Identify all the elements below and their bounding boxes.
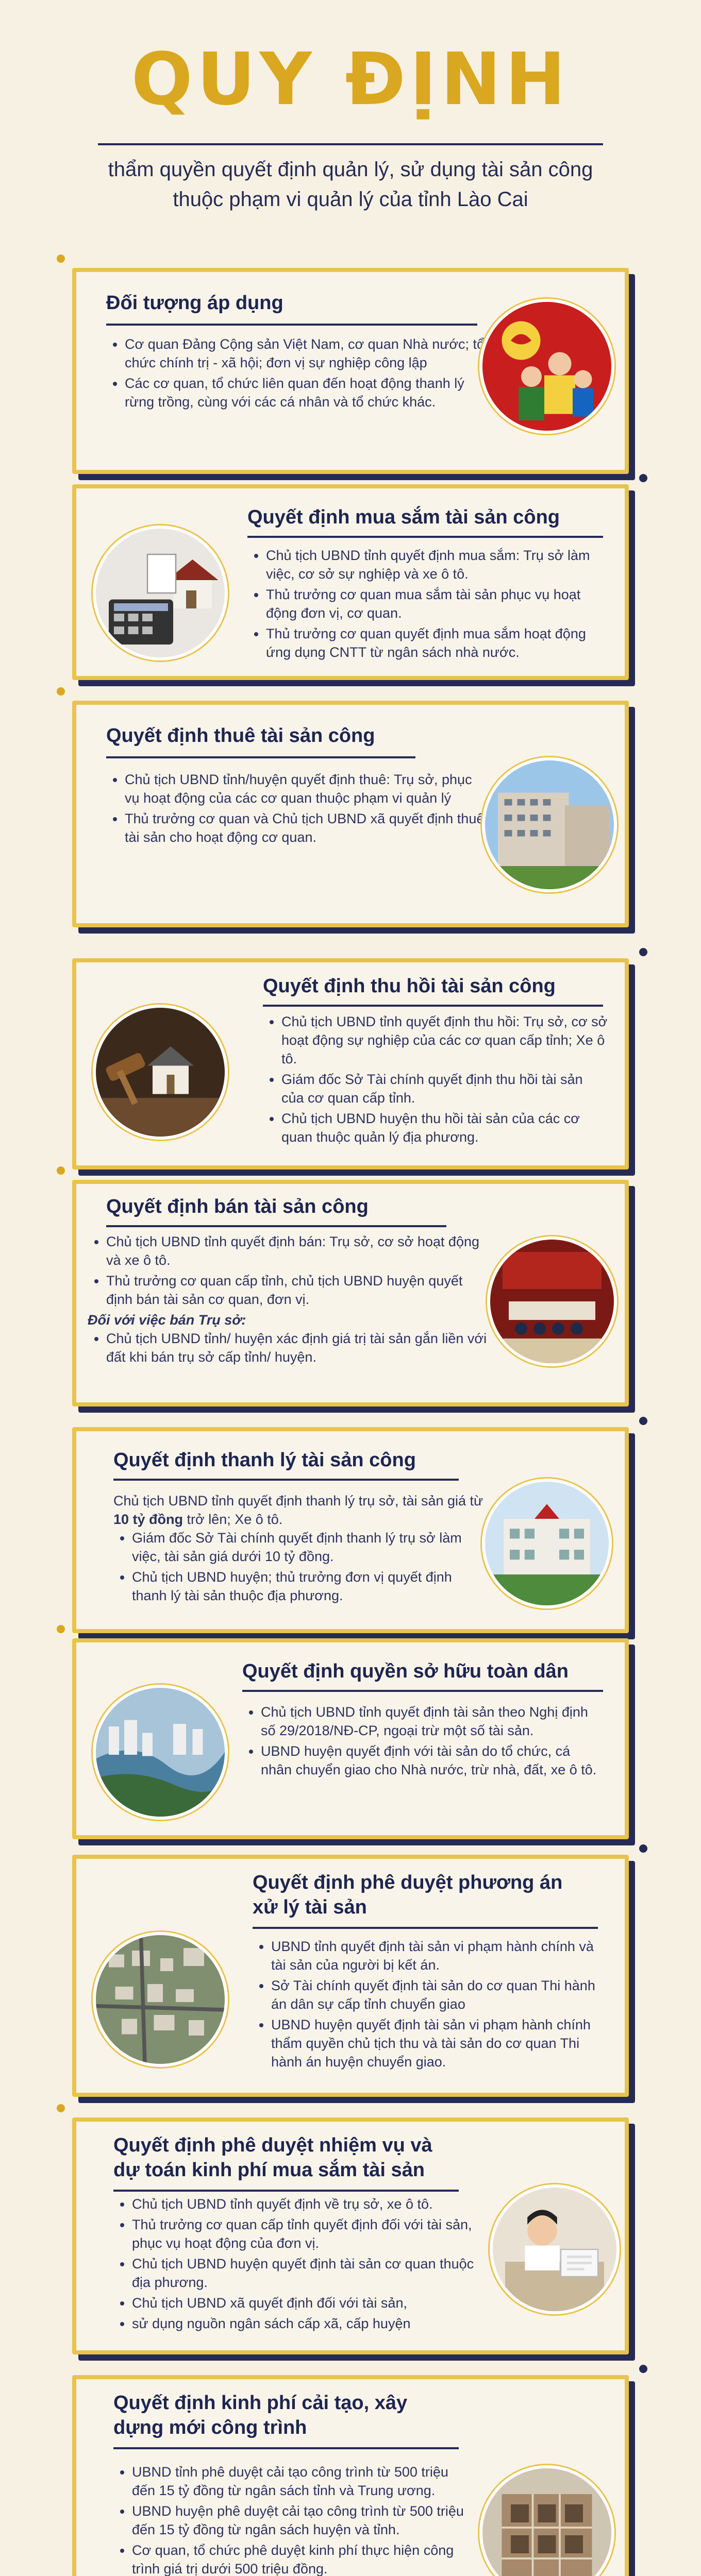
section-body [113,2195,485,2335]
section-card-thanh-ly [72,1427,629,1633]
list-item: • sử dụng nguồn ngân sách cấp xã, cấp huyện [132,2314,485,2333]
list-item: • Chủ tịch UBND tỉnh/ huyện xác định giá trị tài sản gắn liền với đất khi bán trụ sở cấp tỉnh/ huyện. [106,1329,490,1366]
list-item: • UBND huyện quyết định với tài sản do tổ chức, cá nhân chuyển giao cho Nhà nước, trừ nhà, đất, xe ô tô. [261,1742,603,1779]
section-card-mua-sam [72,484,629,680]
section-intro: Chủ tịch UBND tỉnh quyết định thanh lý trụ sở, tài sản giá từ 10 tỷ đồng trở lên; Xe ô tô. [113,1493,483,1527]
section-body [106,335,488,413]
section-body [113,1492,490,1607]
list-item: • UBND tỉnh quyết định tài sản vi phạm hành chính và tài sản của người bị kết án. [271,1937,603,1974]
section-body [88,1232,490,1368]
list-item: • Giám đốc Sở Tài chính quyết định thanh lý trụ sở làm việc, tài sản giá dưới 10 tỷ đồng. [132,1529,490,1566]
meeting-room-illustration [487,1236,617,1366]
city-river-illustration [93,1685,228,1820]
section-title: Quyết định thanh lý tài sản công [113,1449,416,1471]
list-item: • Cơ quan Đảng Cộng sản Việt Nam, cơ quan Nhà nước; tổ chức chính trị - xã hội; đơn vị sự nghiệp công lập [125,335,488,372]
section-body [113,2463,474,2576]
section-title: Quyết định quyền sở hữu toàn dân [242,1660,569,1682]
list-item: • Chủ tịch UBND xã quyết định đối với tài sản, [132,2294,485,2312]
section-body [106,770,488,849]
section-card-thu-hoi [72,958,629,1170]
apartment-building-illustration [482,757,617,892]
gavel-house-illustration [93,1005,228,1140]
section-card-so-huu [72,1638,629,1839]
office-worker-illustration [490,2184,620,2314]
section-body [253,1937,603,2073]
list-item: • Các cơ quan, tổ chức liên quan đến hoạt động thanh lý rừng trồng, cùng với các cá nhân và tổ chức khác. [125,374,488,411]
house-calculator-illustration [93,526,228,660]
section-title: Quyết định bán tài sản công [106,1196,369,1217]
list-item: • UBND huyện phê duyệt cải tạo công trình từ 500 triệu đến 15 tỷ đồng từ ngân sách huyện và tỉnh. [132,2502,474,2539]
list-item: • Thủ trưởng cơ quan cấp tỉnh quyết định đối với tài sản, phục vụ hoạt động của đơn vị. [132,2215,485,2252]
list-item: • Chủ tịch UBND tỉnh quyết định bán: Trụ sở, cơ sở hoạt động và xe ô tô. [106,1232,490,1269]
list-item: • Cơ quan, tổ chức phê duyệt kinh phí thực hiện công trình giá trị dưới 500 triệu đồng. [132,2541,474,2576]
list-item: • Thủ trưởng cơ quan cấp tỉnh, chủ tịch UBND huyện quyết định bán tài sản cơ quan, đơn vị. [106,1272,490,1309]
title-divider [98,143,603,145]
list-item: • Chủ tịch UBND tỉnh quyết định tài sản theo Nghị định số 29/2018/NĐ-CP, ngoại trừ một số tài sản. [261,1703,603,1740]
section-card-phuong-an [72,1855,629,2097]
propaganda-poster-illustration [479,299,614,434]
page-subtitle: thẩm quyền quyết định quản lý, sử dụng tài sản công thuộc phạm vi quản lý của tỉnh Lào Cai [108,158,593,211]
subheading: Đối với việc bán Trụ sở: [88,1312,246,1328]
list-item: • Sở Tài chính quyết định tài sản do cơ quan Thi hành án dân sự cấp tỉnh chuyển giao [271,1976,603,2013]
aerial-city-illustration [93,1932,228,2067]
section-title: Quyết định mua sắm tài sản công [247,506,560,528]
section-title: Đối tượng áp dụng [106,292,283,314]
list-item: • Thủ trưởng cơ quan mua sắm tài sản phục vụ hoạt động đơn vị, cơ quan. [266,585,603,622]
page-title: QUY ĐỊNH [131,38,570,122]
list-item: • Chủ tịch UBND tỉnh quyết định về trụ sở, xe ô tô. [132,2195,485,2213]
page-header [0,0,701,237]
section-card-doi-tuong [72,268,629,474]
list-item: • Chủ tịch UBND tỉnh quyết định thu hồi: Trụ sở, cơ sở hoạt động sự nghiệp của các cơ quan cấp tỉnh; Xe ô tô. [281,1012,608,1068]
section-title: Quyết định thuê tài sản công [106,725,375,747]
section-title: Quyết định phê duyệt phương án xử lý tài sản [253,1872,563,1918]
section-title: Quyết định phê duyệt nhiệm vụ và dự toán kinh phí mua sắm tài sản [113,2134,432,2181]
list-item: • Chủ tịch UBND huyện; thủ trưởng đơn vị quyết định thanh lý tài sản thuộc địa phương. [132,1568,490,1605]
section-body [242,1703,603,1781]
section-body [247,546,603,664]
list-item: • Chủ tịch UBND tỉnh/huyện quyết định thuê: Trụ sở, phục vụ hoạt động của các cơ quan thuộc phạm vi quản lý [125,770,488,807]
list-item: • UBND tỉnh phê duyệt cải tạo công trình từ 500 triệu đến 15 tỷ đồng từ ngân sách tỉnh và Trung ương. [132,2463,474,2500]
section-card-thue [72,701,629,927]
section-card-du-toan [72,2117,629,2354]
list-item: • Chủ tịch UBND huyện thu hồi tài sản của các cơ quan thuộc quản lý địa phương. [281,1109,608,1146]
section-card-cai-tao [72,2375,629,2576]
list-item: • Chủ tịch UBND tỉnh quyết định mua sắm: Trụ sở làm việc, cơ sở sự nghiệp và xe ô tô. [266,546,603,583]
list-item: • Giám đốc Sở Tài chính quyết định thu hồi tài sản của cơ quan cấp tỉnh. [281,1070,608,1107]
list-item: • UBND huyện quyết định tài sản vi phạm hành chính thẩm quyền chủ tịch thu và tài sản do cơ quan Thi hành án huyện chuyển giao. [271,2015,603,2071]
section-title: Quyết định kinh phí cải tạo, xây dựng mới công trình [113,2392,408,2438]
section-body [263,1012,608,1148]
office-building-illustration [482,1479,612,1608]
section-title: Quyết định thu hồi tài sản công [263,975,556,997]
section-card-ban [72,1180,629,1406]
list-item: • Thủ trưởng cơ quan và Chủ tịch UBND xã quyết định thuê tài sản cho hoạt động cơ quan. [125,809,488,846]
list-item: • Thủ trưởng cơ quan quyết định mua sắm hoạt động ứng dụng CNTT từ ngân sách nhà nước. [266,624,603,662]
list-item: • Chủ tịch UBND huyện quyết định tài sản cơ quan thuộc địa phương. [132,2255,485,2292]
